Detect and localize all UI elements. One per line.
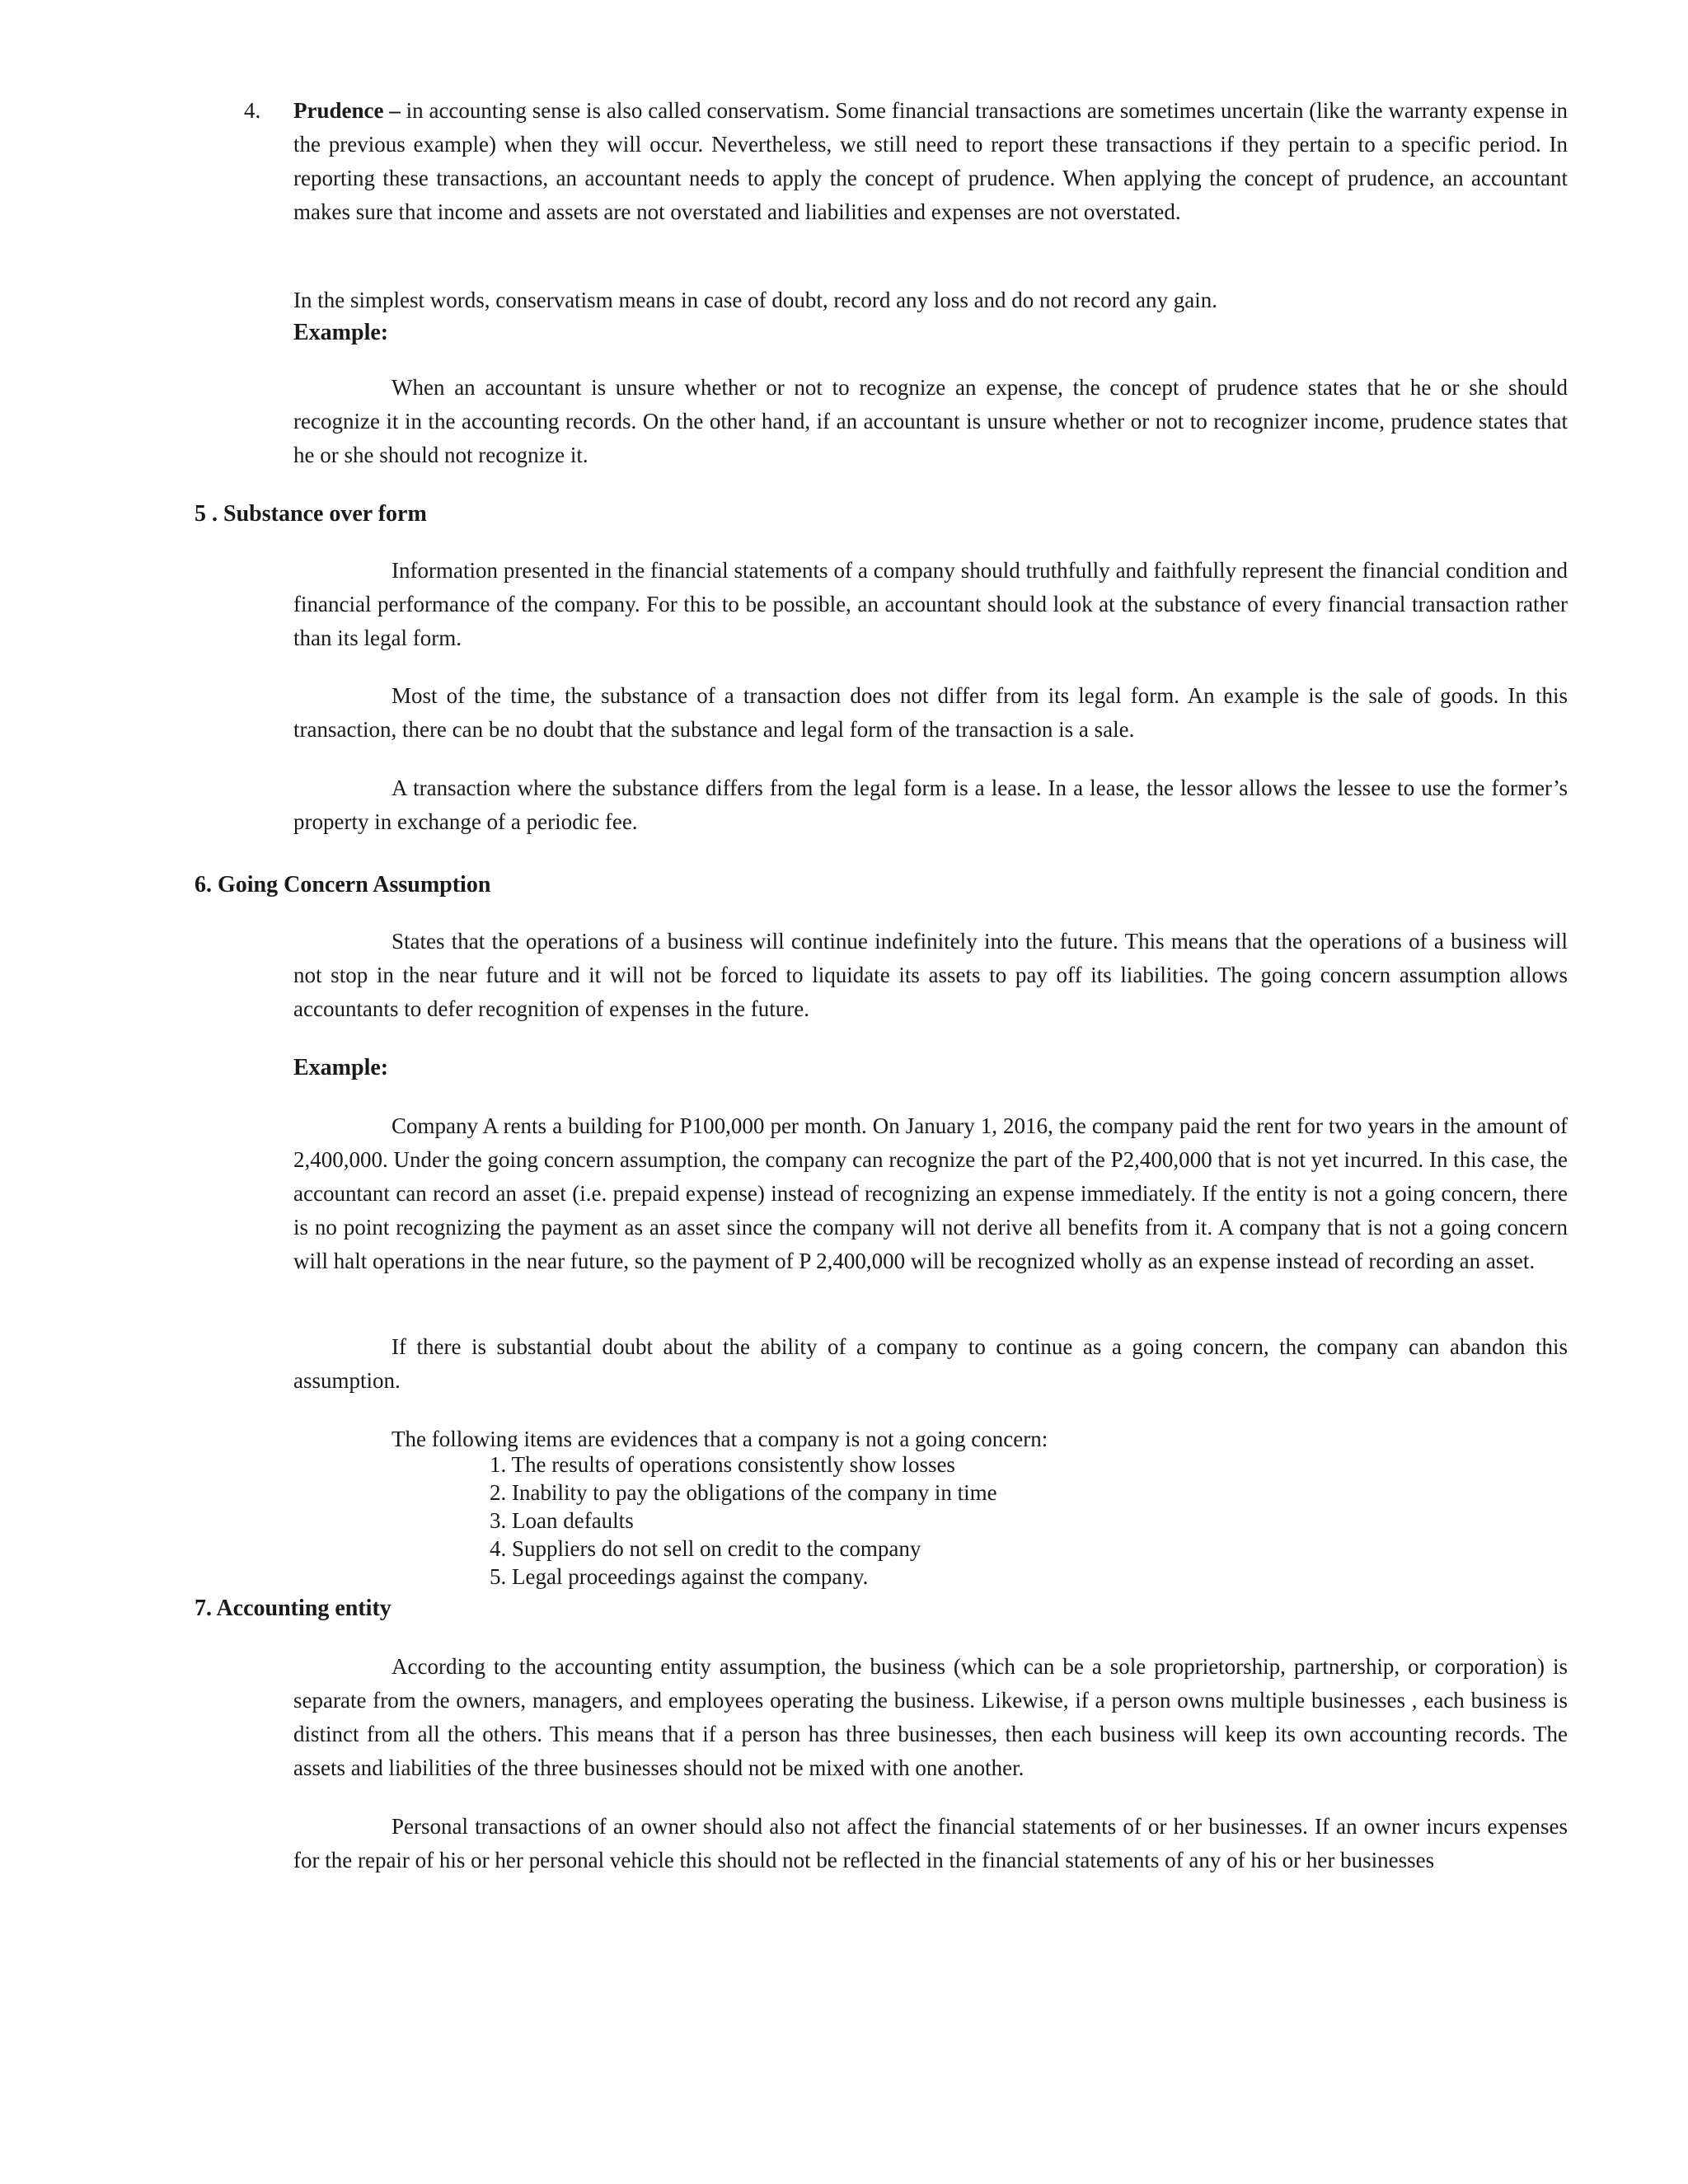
- sec5-paragraph-3: A transaction where the substance differs from the legal form is a lease. In a lease, the lessor allows the lessee to use the former’s property in exchange of a periodic fee.: [293, 776, 1568, 834]
- sec5-heading-number: 5 .: [195, 501, 223, 527]
- sec6-list-intro: The following items are evidences that a company is not a going concern:: [392, 1427, 1048, 1451]
- sec6-evidence-list: [490, 1451, 1561, 1591]
- sec5-paragraph-2: Most of the time, the substance of a transaction does not differ from its legal form. An example is the sale of goods. In this transaction, there can be no doubt that the substance and legal form of the transaction is a sale.: [293, 683, 1568, 742]
- sec6-paragraph-2: If there is substantial doubt about the ability of a company to continue as a going concern, the company can abandon this assumption.: [293, 1334, 1568, 1393]
- sec6-example-label: Example:: [293, 1055, 389, 1080]
- list-item: 1. The results of operations consistently show losses: [490, 1452, 955, 1477]
- list-item: 4. Suppliers do not sell on credit to the company: [490, 1536, 921, 1561]
- sec7-paragraph-2: Personal transactions of an owner should also not affect the financial statements of or her businesses. If an owner incurs expenses for the repair of his or her personal vehicle this should not be reflected in the financial statements of any of his or her businesses: [293, 1814, 1568, 1872]
- sec4-paragraph-1: [293, 94, 1568, 229]
- list-item: 5. Legal proceedings against the company.: [490, 1564, 869, 1589]
- sec6-heading: 6. Going Concern Assumption: [195, 872, 491, 898]
- list-item: 2. Inability to pay the obligations of the company in time: [490, 1480, 997, 1505]
- list-item: 3. Loan defaults: [490, 1508, 634, 1533]
- sec6-example-text: Company A rents a building for P100,000 per month. On January 1, 2016, the company paid the rent for two years in the amount of 2,400,000. Under the going concern assumption, the company can recognize the part of the P2,400,000 that is not yet incurred. In this case, the accountant can record an asset (i.e. prepaid expense) instead of recognizing an expense immediately. If the entity is not a going concern, there is no point recognizing the payment as an asset since the company will not derive all benefits from it. A company that is not a going concern will halt operations in the near future, so the payment of P 2,400,000 will be recognized wholly as an expense instead of recording an asset.: [293, 1113, 1568, 1273]
- sec5-paragraph-1: Information presented in the financial statements of a company should truthfully and faithfully represent the financial condition and financial performance of the company. For this to be possible, an accountant should look at the substance of every financial transaction rather than its legal form.: [293, 558, 1568, 650]
- sec7-heading: 7. Accounting entity: [195, 1596, 392, 1621]
- sec4-p1-text: in accounting sense is also called conservatism. Some financial transactions are sometimes uncertain (like the warranty expense in the previous example) when they will occur. Nevertheless, we still need to report these transactions if they pertain to a specific period. In reporting these transactions, an accountant needs to apply the concept of prudence. When applying the concept of prudence, an accountant makes sure that income and assets are not overstated and liabilities and expenses are not overstated.: [293, 98, 1568, 224]
- sec7-paragraph-1: According to the accounting entity assumption, the business (which can be a sole proprietorship, partnership, or corporation) is separate from the owners, managers, and employees operating the business. Likewise, if a person owns multiple businesses , each business is distinct from all the others. This means that if a person has three businesses, then each business will keep its own accounting records. The assets and liabilities of the three businesses should not be mixed with one another.: [293, 1654, 1568, 1780]
- sec5-heading-title: Substance over form: [223, 501, 427, 527]
- sec4-number: 4.: [244, 98, 261, 123]
- sec6-paragraph-1: States that the operations of a business will continue indefinitely into the future. This means that the operations of a business will not stop in the near future and it will not be forced to liquidate its assets to pay off its liabilities. The going concern assumption allows accountants to defer recognition of expenses in the future.: [293, 929, 1568, 1021]
- sec4-paragraph-2: In the simplest words, conservatism means in case of doubt, record any loss and do not record any gain.: [293, 288, 1217, 312]
- sec4-example-text: When an accountant is unsure whether or not to recognize an expense, the concept of prudence states that he or she should recognize it in the accounting records. On the other hand, if an accountant is unsure whether or not to recognizer income, prudence states that he or she should not recognize it.: [293, 375, 1568, 467]
- sec5-heading: [195, 498, 427, 531]
- sec4-example-label: Example:: [293, 320, 389, 345]
- sec4-title: Prudence –: [293, 98, 401, 123]
